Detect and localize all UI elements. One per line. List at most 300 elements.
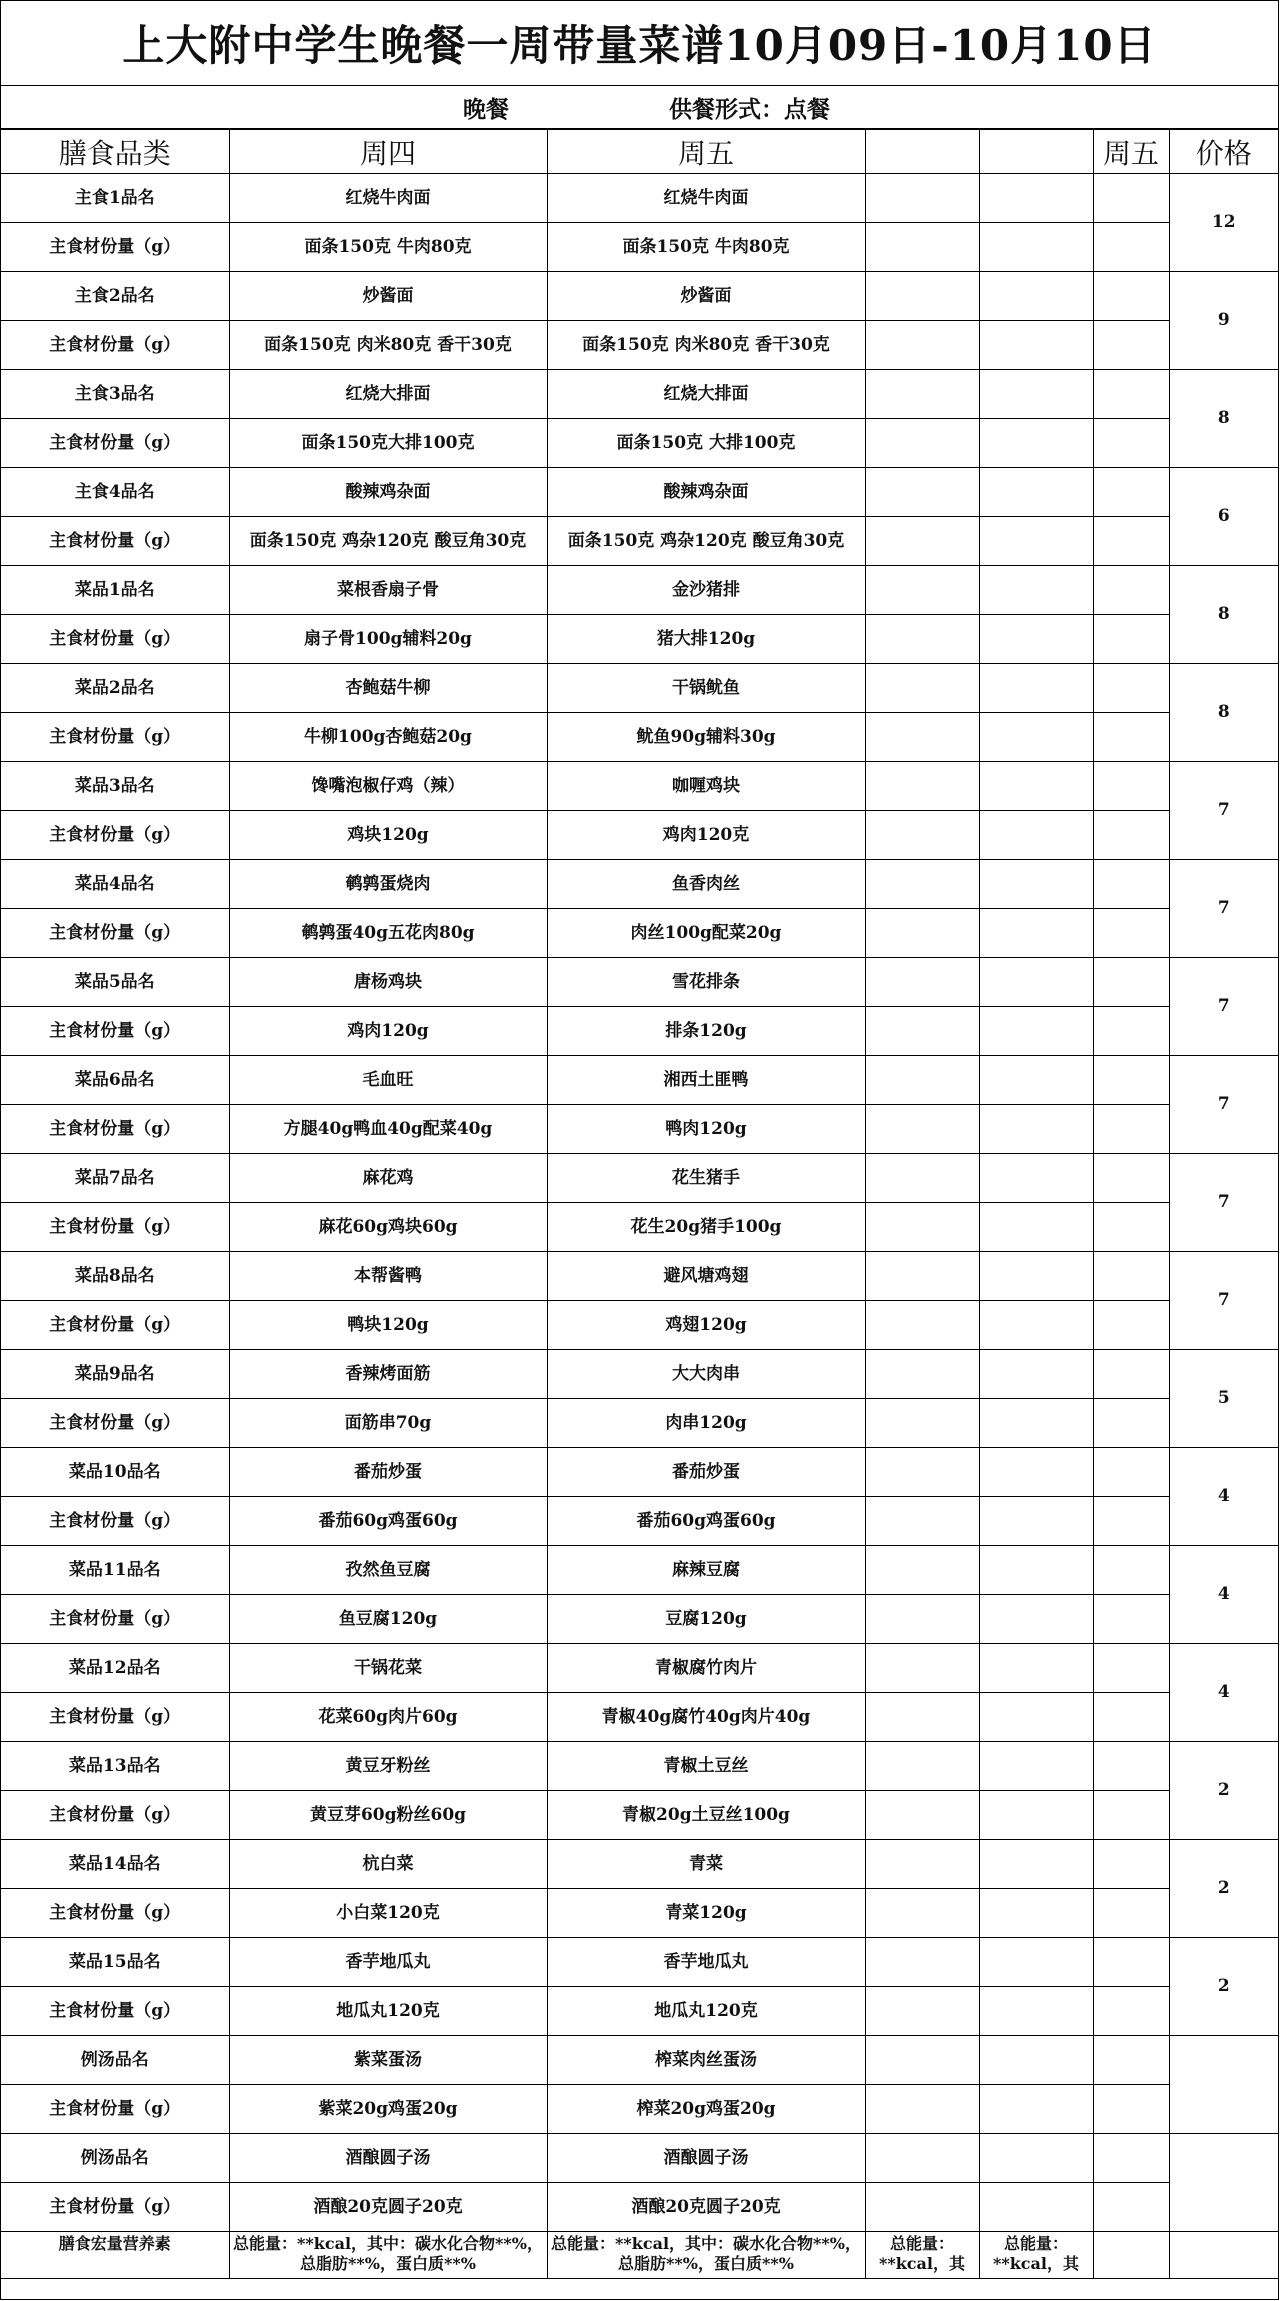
blank-cell <box>865 1595 979 1644</box>
blank-cell <box>865 1987 979 2036</box>
blank-cell <box>979 517 1093 566</box>
table-row <box>1 2036 1278 2085</box>
friday-cell: 肉串120g <box>547 1399 865 1448</box>
blank-cell <box>865 958 979 1007</box>
blank-cell <box>865 419 979 468</box>
thursday-cell: 鱼豆腐120g <box>229 1595 547 1644</box>
blank-cell <box>979 1889 1093 1938</box>
row-label: 菜品1品名 <box>1 566 229 615</box>
friday-cell: 豆腐120g <box>547 1595 865 1644</box>
thursday-cell: 地瓜丸120克 <box>229 1987 547 2036</box>
friday-cell: 酒酿20克圆子20克 <box>547 2183 865 2232</box>
blank-cell <box>865 811 979 860</box>
row-label: 主食材份量（g） <box>1 2085 229 2134</box>
price-cell: 8 <box>1169 664 1278 762</box>
header-row <box>1 130 1278 174</box>
friday-cell: 鸡翅120g <box>547 1301 865 1350</box>
blank-cell <box>1093 1105 1169 1154</box>
table-row <box>1 2134 1278 2183</box>
blank-cell <box>979 615 1093 664</box>
thursday-cell: 酸辣鸡杂面 <box>229 468 547 517</box>
price-cell <box>1169 2036 1278 2134</box>
meal-label: 晚餐 <box>463 95 509 123</box>
table-row <box>1 2085 1278 2134</box>
table-row <box>1 1889 1278 1938</box>
nutrition-label: 膳食宏量营养素 <box>1 2232 229 2279</box>
row-label: 菜品5品名 <box>1 958 229 1007</box>
price-cell: 7 <box>1169 860 1278 958</box>
nutrition-blank <box>1093 2232 1169 2279</box>
blank-cell <box>1093 860 1169 909</box>
blank-cell <box>865 860 979 909</box>
blank-cell <box>1093 1644 1169 1693</box>
table-row <box>1 370 1278 419</box>
blank-cell <box>865 2183 979 2232</box>
blank-cell <box>979 1595 1093 1644</box>
blank-cell <box>1093 958 1169 1007</box>
price-cell: 2 <box>1169 1938 1278 2036</box>
friday-cell: 干锅鱿鱼 <box>547 664 865 713</box>
blank-cell <box>1093 517 1169 566</box>
row-label: 菜品8品名 <box>1 1252 229 1301</box>
friday-cell: 鱼香肉丝 <box>547 860 865 909</box>
thursday-cell: 面条150克 鸡杂120克 酸豆角30克 <box>229 517 547 566</box>
price-cell: 2 <box>1169 1742 1278 1840</box>
header-price: 价格 <box>1169 130 1278 174</box>
thursday-cell: 菜根香扇子骨 <box>229 566 547 615</box>
row-label: 菜品6品名 <box>1 1056 229 1105</box>
blank-cell <box>1093 1742 1169 1791</box>
blank-cell <box>1093 1595 1169 1644</box>
table-row <box>1 762 1278 811</box>
blank-cell <box>1093 272 1169 321</box>
row-label: 主食2品名 <box>1 272 229 321</box>
blank-cell <box>1093 1938 1169 1987</box>
table-row <box>1 419 1278 468</box>
row-label: 主食材份量（g） <box>1 1693 229 1742</box>
row-label: 主食材份量（g） <box>1 1889 229 1938</box>
nutrition-friday: 总能量：**kcal，其中：碳水化合物**%，总脂肪**%，蛋白质**% <box>547 2232 865 2279</box>
thursday-cell: 香辣烤面筋 <box>229 1350 547 1399</box>
blank-cell <box>1093 321 1169 370</box>
price-cell: 7 <box>1169 1056 1278 1154</box>
table-row <box>1 174 1278 223</box>
row-label: 菜品9品名 <box>1 1350 229 1399</box>
thursday-cell: 麻花60g鸡块60g <box>229 1203 547 1252</box>
header-category: 膳食品类 <box>1 130 229 174</box>
row-label: 菜品15品名 <box>1 1938 229 1987</box>
blank-cell <box>979 1350 1093 1399</box>
thursday-cell: 毛血旺 <box>229 1056 547 1105</box>
thursday-cell: 红烧牛肉面 <box>229 174 547 223</box>
blank-cell <box>1093 762 1169 811</box>
blank-cell <box>865 1448 979 1497</box>
friday-cell: 面条150克 肉米80克 香干30克 <box>547 321 865 370</box>
thursday-cell: 面条150克 肉米80克 香干30克 <box>229 321 547 370</box>
table-row <box>1 1105 1278 1154</box>
blank-cell <box>1093 2183 1169 2232</box>
friday-cell: 榨菜20g鸡蛋20g <box>547 2085 865 2134</box>
thursday-cell: 面筋串70g <box>229 1399 547 1448</box>
blank-cell <box>865 1644 979 1693</box>
header-blank-2 <box>979 130 1093 174</box>
row-label: 主食材份量（g） <box>1 1399 229 1448</box>
blank-cell <box>979 1301 1093 1350</box>
price-cell: 9 <box>1169 272 1278 370</box>
friday-cell: 青椒40g腐竹40g肉片40g <box>547 1693 865 1742</box>
blank-cell <box>865 1742 979 1791</box>
thursday-cell: 番茄炒蛋 <box>229 1448 547 1497</box>
blank-cell <box>1093 566 1169 615</box>
friday-cell: 金沙猪排 <box>547 566 865 615</box>
blank-cell <box>979 1987 1093 2036</box>
blank-cell <box>1093 1399 1169 1448</box>
row-label: 主食材份量（g） <box>1 419 229 468</box>
table-row <box>1 2183 1278 2232</box>
thursday-cell: 本帮酱鸭 <box>229 1252 547 1301</box>
blank-cell <box>1093 1497 1169 1546</box>
friday-cell: 避风塘鸡翅 <box>547 1252 865 1301</box>
blank-cell <box>1093 909 1169 958</box>
blank-cell <box>979 419 1093 468</box>
table-row <box>1 1644 1278 1693</box>
row-label: 例汤品名 <box>1 2036 229 2085</box>
table-row <box>1 223 1278 272</box>
table-row <box>1 566 1278 615</box>
blank-cell <box>1093 1840 1169 1889</box>
nutrition-col4: 总能量：**kcal，其 <box>865 2232 979 2279</box>
row-label: 例汤品名 <box>1 2134 229 2183</box>
thursday-cell: 杭白菜 <box>229 1840 547 1889</box>
blank-cell <box>979 860 1093 909</box>
blank-cell <box>1093 419 1169 468</box>
thursday-cell: 馋嘴泡椒仔鸡（辣） <box>229 762 547 811</box>
nutrition-thursday: 总能量：**kcal，其中：碳水化合物**%，总脂肪**%，蛋白质**% <box>229 2232 547 2279</box>
blank-cell <box>865 713 979 762</box>
friday-cell: 青椒腐竹肉片 <box>547 1644 865 1693</box>
thursday-cell: 炒酱面 <box>229 272 547 321</box>
table-row <box>1 1154 1278 1203</box>
thursday-cell: 鸭块120g <box>229 1301 547 1350</box>
row-label: 主食材份量（g） <box>1 1301 229 1350</box>
friday-cell: 肉丝100g配菜20g <box>547 909 865 958</box>
friday-cell: 青菜 <box>547 1840 865 1889</box>
friday-cell: 猪大排120g <box>547 615 865 664</box>
row-label: 菜品10品名 <box>1 1448 229 1497</box>
blank-cell <box>1093 1791 1169 1840</box>
blank-cell <box>979 2085 1093 2134</box>
blank-cell <box>865 1007 979 1056</box>
blank-cell <box>979 1938 1093 1987</box>
thursday-cell: 小白菜120克 <box>229 1889 547 1938</box>
price-cell: 6 <box>1169 468 1278 566</box>
friday-cell: 地瓜丸120克 <box>547 1987 865 2036</box>
thursday-cell: 黄豆芽60g粉丝60g <box>229 1791 547 1840</box>
friday-cell: 面条150克 鸡杂120克 酸豆角30克 <box>547 517 865 566</box>
friday-cell: 湘西土匪鸭 <box>547 1056 865 1105</box>
friday-cell: 大大肉串 <box>547 1350 865 1399</box>
blank-cell <box>865 909 979 958</box>
thursday-cell: 牛柳100g杏鲍菇20g <box>229 713 547 762</box>
blank-cell <box>865 664 979 713</box>
thursday-cell: 鹌鹑蛋40g五花肉80g <box>229 909 547 958</box>
thursday-cell: 紫菜蛋汤 <box>229 2036 547 2085</box>
blank-cell <box>1093 615 1169 664</box>
blank-cell <box>979 1154 1093 1203</box>
thursday-cell: 扇子骨100g辅料20g <box>229 615 547 664</box>
table-row <box>1 713 1278 762</box>
blank-cell <box>1093 1301 1169 1350</box>
header-friday-2: 周五 <box>1093 130 1169 174</box>
thursday-cell: 黄豆牙粉丝 <box>229 1742 547 1791</box>
table-row <box>1 1595 1278 1644</box>
blank-cell <box>1093 1889 1169 1938</box>
blank-cell <box>979 1644 1093 1693</box>
header-thursday: 周四 <box>229 130 547 174</box>
blank-cell <box>979 174 1093 223</box>
row-label: 主食3品名 <box>1 370 229 419</box>
blank-cell <box>1093 1007 1169 1056</box>
row-label: 菜品2品名 <box>1 664 229 713</box>
menu-table <box>1 129 1278 2279</box>
blank-cell <box>979 1007 1093 1056</box>
table-row <box>1 517 1278 566</box>
table-row <box>1 664 1278 713</box>
blank-cell <box>865 223 979 272</box>
friday-cell: 青椒20g土豆丝100g <box>547 1791 865 1840</box>
blank-cell <box>865 1791 979 1840</box>
price-cell: 8 <box>1169 370 1278 468</box>
blank-cell <box>865 1938 979 1987</box>
blank-cell <box>979 1840 1093 1889</box>
blank-cell <box>979 909 1093 958</box>
friday-cell: 青菜120g <box>547 1889 865 1938</box>
blank-cell <box>865 615 979 664</box>
price-cell: 8 <box>1169 566 1278 664</box>
blank-cell <box>979 1203 1093 1252</box>
row-label: 菜品11品名 <box>1 1546 229 1595</box>
table-row <box>1 811 1278 860</box>
blank-cell <box>865 1889 979 1938</box>
blank-cell <box>979 2183 1093 2232</box>
blank-cell <box>865 2036 979 2085</box>
row-label: 主食材份量（g） <box>1 321 229 370</box>
row-label: 主食1品名 <box>1 174 229 223</box>
row-label: 主食材份量（g） <box>1 2183 229 2232</box>
table-row <box>1 1497 1278 1546</box>
friday-cell: 鸡肉120克 <box>547 811 865 860</box>
row-label: 主食材份量（g） <box>1 1105 229 1154</box>
blank-cell <box>865 1399 979 1448</box>
blank-cell <box>979 370 1093 419</box>
friday-cell: 花生猪手 <box>547 1154 865 1203</box>
nutrition-col5: 总能量：**kcal，其 <box>979 2232 1093 2279</box>
blank-cell <box>979 1056 1093 1105</box>
thursday-cell: 鹌鹑蛋烧肉 <box>229 860 547 909</box>
friday-cell: 鸭肉120g <box>547 1105 865 1154</box>
blank-cell <box>979 958 1093 1007</box>
blank-cell <box>1093 468 1169 517</box>
row-label: 主食材份量（g） <box>1 517 229 566</box>
table-row <box>1 1399 1278 1448</box>
blank-cell <box>865 1693 979 1742</box>
blank-cell <box>979 1105 1093 1154</box>
table-row <box>1 1840 1278 1889</box>
table-row <box>1 909 1278 958</box>
blank-cell <box>865 2134 979 2183</box>
row-label: 菜品7品名 <box>1 1154 229 1203</box>
blank-cell <box>979 762 1093 811</box>
blank-cell <box>979 1399 1093 1448</box>
table-row <box>1 1693 1278 1742</box>
table-row <box>1 1301 1278 1350</box>
blank-cell <box>1093 174 1169 223</box>
blank-cell <box>979 1497 1093 1546</box>
price-cell: 7 <box>1169 1154 1278 1252</box>
friday-cell: 酸辣鸡杂面 <box>547 468 865 517</box>
blank-cell <box>979 1252 1093 1301</box>
blank-cell <box>865 1301 979 1350</box>
thursday-cell: 麻花鸡 <box>229 1154 547 1203</box>
table-row <box>1 1056 1278 1105</box>
price-cell: 7 <box>1169 762 1278 860</box>
blank-cell <box>1093 1154 1169 1203</box>
thursday-cell: 孜然鱼豆腐 <box>229 1546 547 1595</box>
row-label: 主食材份量（g） <box>1 713 229 762</box>
row-label: 主食材份量（g） <box>1 811 229 860</box>
blank-cell <box>1093 664 1169 713</box>
blank-cell <box>979 566 1093 615</box>
page-title: 上大附中学生晚餐一周带量菜谱10月09日-10月10日 <box>1 1 1278 86</box>
blank-cell <box>1093 1987 1169 2036</box>
price-cell: 4 <box>1169 1644 1278 1742</box>
table-row <box>1 1448 1278 1497</box>
header-blank-1 <box>865 130 979 174</box>
blank-cell <box>979 2036 1093 2085</box>
blank-cell <box>865 1056 979 1105</box>
table-row <box>1 1252 1278 1301</box>
table-row <box>1 321 1278 370</box>
table-row <box>1 1203 1278 1252</box>
blank-cell <box>865 566 979 615</box>
table-row <box>1 1546 1278 1595</box>
friday-cell: 咖喱鸡块 <box>547 762 865 811</box>
blank-cell <box>1093 2134 1169 2183</box>
row-label: 主食材份量（g） <box>1 1791 229 1840</box>
table-row <box>1 272 1278 321</box>
blank-cell <box>979 1791 1093 1840</box>
thursday-cell: 香芋地瓜丸 <box>229 1938 547 1987</box>
blank-cell <box>979 272 1093 321</box>
row-label: 菜品13品名 <box>1 1742 229 1791</box>
table-row <box>1 468 1278 517</box>
blank-cell <box>865 762 979 811</box>
row-label: 菜品14品名 <box>1 1840 229 1889</box>
price-cell: 5 <box>1169 1350 1278 1448</box>
price-cell: 12 <box>1169 174 1278 272</box>
blank-cell <box>1093 370 1169 419</box>
blank-cell <box>979 1742 1093 1791</box>
friday-cell: 麻辣豆腐 <box>547 1546 865 1595</box>
blank-cell <box>979 321 1093 370</box>
blank-cell <box>1093 1350 1169 1399</box>
friday-cell: 炒酱面 <box>547 272 865 321</box>
price-cell: 7 <box>1169 958 1278 1056</box>
row-label: 菜品4品名 <box>1 860 229 909</box>
row-label: 菜品12品名 <box>1 1644 229 1693</box>
friday-cell: 榨菜肉丝蛋汤 <box>547 2036 865 2085</box>
price-cell <box>1169 2134 1278 2232</box>
friday-cell: 番茄60g鸡蛋60g <box>547 1497 865 1546</box>
blank-cell <box>1093 1252 1169 1301</box>
table-row <box>1 615 1278 664</box>
blank-cell <box>979 811 1093 860</box>
row-label: 主食材份量（g） <box>1 909 229 958</box>
price-cell: 7 <box>1169 1252 1278 1350</box>
friday-cell: 鱿鱼90g辅料30g <box>547 713 865 762</box>
friday-cell: 排条120g <box>547 1007 865 1056</box>
blank-cell <box>1093 811 1169 860</box>
thursday-cell: 酒酿圆子汤 <box>229 2134 547 2183</box>
thursday-cell: 面条150克 牛肉80克 <box>229 223 547 272</box>
blank-cell <box>865 468 979 517</box>
blank-cell <box>1093 1448 1169 1497</box>
row-label: 主食材份量（g） <box>1 1595 229 1644</box>
thursday-cell: 干锅花菜 <box>229 1644 547 1693</box>
blank-cell <box>1093 713 1169 762</box>
table-row <box>1 1938 1278 1987</box>
blank-cell <box>865 2085 979 2134</box>
service-form-label: 供餐形式：点餐 <box>669 95 830 123</box>
friday-cell: 酒酿圆子汤 <box>547 2134 865 2183</box>
thursday-cell: 花菜60g肉片60g <box>229 1693 547 1742</box>
blank-cell <box>865 321 979 370</box>
thursday-cell: 鸡肉120g <box>229 1007 547 1056</box>
blank-cell <box>1093 223 1169 272</box>
table-row <box>1 958 1278 1007</box>
blank-cell <box>1093 1056 1169 1105</box>
blank-cell <box>865 1546 979 1595</box>
blank-cell <box>1093 1693 1169 1742</box>
table-row <box>1 1350 1278 1399</box>
thursday-cell: 番茄60g鸡蛋60g <box>229 1497 547 1546</box>
friday-cell: 红烧大排面 <box>547 370 865 419</box>
blank-cell <box>979 468 1093 517</box>
blank-cell <box>1093 2085 1169 2134</box>
blank-cell <box>979 1448 1093 1497</box>
row-label: 主食4品名 <box>1 468 229 517</box>
table-row <box>1 860 1278 909</box>
menu-body <box>1 174 1278 2279</box>
table-row <box>1 1987 1278 2036</box>
friday-cell: 雪花排条 <box>547 958 865 1007</box>
friday-cell: 红烧牛肉面 <box>547 174 865 223</box>
thursday-cell: 红烧大排面 <box>229 370 547 419</box>
row-label: 主食材份量（g） <box>1 1007 229 1056</box>
blank-cell <box>979 713 1093 762</box>
blank-cell <box>979 1693 1093 1742</box>
row-label: 主食材份量（g） <box>1 1987 229 2036</box>
blank-cell <box>865 1840 979 1889</box>
blank-cell <box>979 664 1093 713</box>
blank-cell <box>865 1154 979 1203</box>
thursday-cell: 方腿40g鸭血40g配菜40g <box>229 1105 547 1154</box>
friday-cell: 香芋地瓜丸 <box>547 1938 865 1987</box>
row-label: 主食材份量（g） <box>1 223 229 272</box>
subtitle-row <box>1 86 1278 129</box>
row-label: 主食材份量（g） <box>1 615 229 664</box>
blank-cell <box>1093 1203 1169 1252</box>
